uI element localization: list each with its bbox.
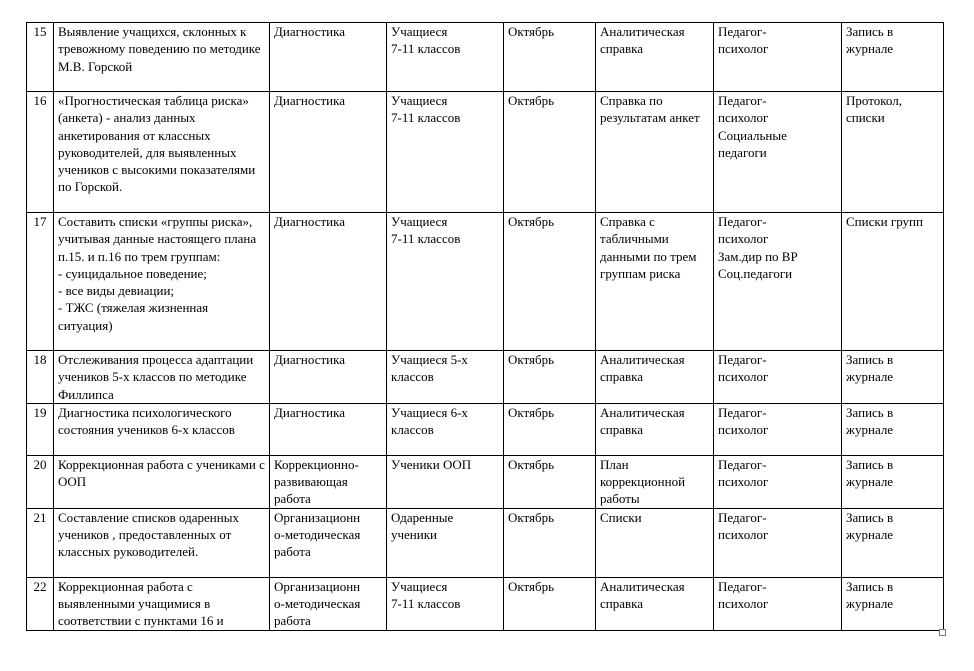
row-number: 17 [27, 213, 54, 351]
table-row [27, 455, 944, 508]
table-row [27, 577, 944, 630]
direction-cell: Диагностика [270, 351, 387, 404]
report-cell: Запись в журнале [842, 455, 944, 508]
report-cell: Запись в журнале [842, 23, 944, 92]
responsible-cell: Педагог- психолог Зам.дир по ВР Соц.педагоги [714, 213, 842, 351]
participants-cell: Учащиеся 7-11 классов [387, 213, 504, 351]
participants-cell: Учащиеся 7-11 классов [387, 92, 504, 213]
report-cell: Запись в журнале [842, 351, 944, 404]
term-cell: Октябрь [504, 351, 596, 404]
report-cell: Запись в журнале [842, 577, 944, 630]
participants-cell: Учащиеся 7-11 классов [387, 23, 504, 92]
term-cell: Октябрь [504, 508, 596, 577]
table-row [27, 213, 944, 351]
result-cell: Списки [596, 508, 714, 577]
direction-cell: Диагностика [270, 403, 387, 455]
table-body [27, 23, 944, 631]
report-cell: Запись в журнале [842, 508, 944, 577]
table-row [27, 351, 944, 404]
task-cell: Диагностика психологического состояния учеников 6-х классов [54, 403, 270, 455]
result-cell: Аналитическая справка [596, 23, 714, 92]
task-cell: Составить списки «группы риска», учитывая данные настоящего плана п.15. и п.16 по трем группам: - суицидальное поведение; - все виды девиации; - ТЖС (тяжелая жизненная ситуация) [54, 213, 270, 351]
table-row [27, 403, 944, 455]
result-cell: Аналитическая справка [596, 403, 714, 455]
row-number: 22 [27, 577, 54, 630]
task-cell: Составление списков одаренных учеников , предоставленных от классных руководителей. [54, 508, 270, 577]
result-cell: Аналитическая справка [596, 351, 714, 404]
responsible-cell: Педагог- психолог Социальные педагоги [714, 92, 842, 213]
participants-cell: Одаренные ученики [387, 508, 504, 577]
term-cell: Октябрь [504, 577, 596, 630]
direction-cell: Диагностика [270, 213, 387, 351]
responsible-cell: Педагог- психолог [714, 577, 842, 630]
term-cell: Октябрь [504, 92, 596, 213]
direction-cell: Диагностика [270, 23, 387, 92]
result-cell: План коррекционной работы [596, 455, 714, 508]
term-cell: Октябрь [504, 403, 596, 455]
direction-cell: Диагностика [270, 92, 387, 213]
participants-cell: Учащиеся 7-11 классов [387, 577, 504, 630]
responsible-cell: Педагог- психолог [714, 23, 842, 92]
term-cell: Октябрь [504, 23, 596, 92]
row-number: 15 [27, 23, 54, 92]
result-cell: Аналитическая справка [596, 577, 714, 630]
responsible-cell: Педагог- психолог [714, 455, 842, 508]
result-cell: Справка с табличными данными по трем группам риска [596, 213, 714, 351]
term-cell: Октябрь [504, 213, 596, 351]
table-row [27, 508, 944, 577]
row-number: 19 [27, 403, 54, 455]
direction-cell: Организационн о-методическая работа [270, 577, 387, 630]
participants-cell: Учащиеся 6-х классов [387, 403, 504, 455]
work-plan-table [26, 22, 944, 631]
row-number: 18 [27, 351, 54, 404]
table-end-marker [939, 629, 946, 636]
responsible-cell: Педагог- психолог [714, 508, 842, 577]
report-cell: Запись в журнале [842, 403, 944, 455]
row-number: 16 [27, 92, 54, 213]
direction-cell: Организационн о-методическая работа [270, 508, 387, 577]
task-cell: Отслеживания процесса адаптации учеников 5-х классов по методике Филлипса [54, 351, 270, 404]
row-number: 21 [27, 508, 54, 577]
participants-cell: Учащиеся 5-х классов [387, 351, 504, 404]
report-cell: Протокол, списки [842, 92, 944, 213]
result-cell: Справка по результатам анкет [596, 92, 714, 213]
task-cell: Коррекционная работа с выявленными учащимися в соответствии с пунктами 16 и [54, 577, 270, 630]
row-number: 20 [27, 455, 54, 508]
report-cell: Списки групп [842, 213, 944, 351]
responsible-cell: Педагог- психолог [714, 351, 842, 404]
term-cell: Октябрь [504, 455, 596, 508]
table-row [27, 92, 944, 213]
task-cell: «Прогностическая таблица риска» (анкета) - анализ данных анкетирования от классных руководителей, для выявленных учеников с высокими показателями по Горской. [54, 92, 270, 213]
participants-cell: Ученики ООП [387, 455, 504, 508]
table-row [27, 23, 944, 92]
task-cell: Коррекционная работа с учениками с ООП [54, 455, 270, 508]
responsible-cell: Педагог- психолог [714, 403, 842, 455]
direction-cell: Коррекционно-развивающая работа [270, 455, 387, 508]
task-cell: Выявление учащихся, склонных к тревожному поведению по методике М.В. Горской [54, 23, 270, 92]
